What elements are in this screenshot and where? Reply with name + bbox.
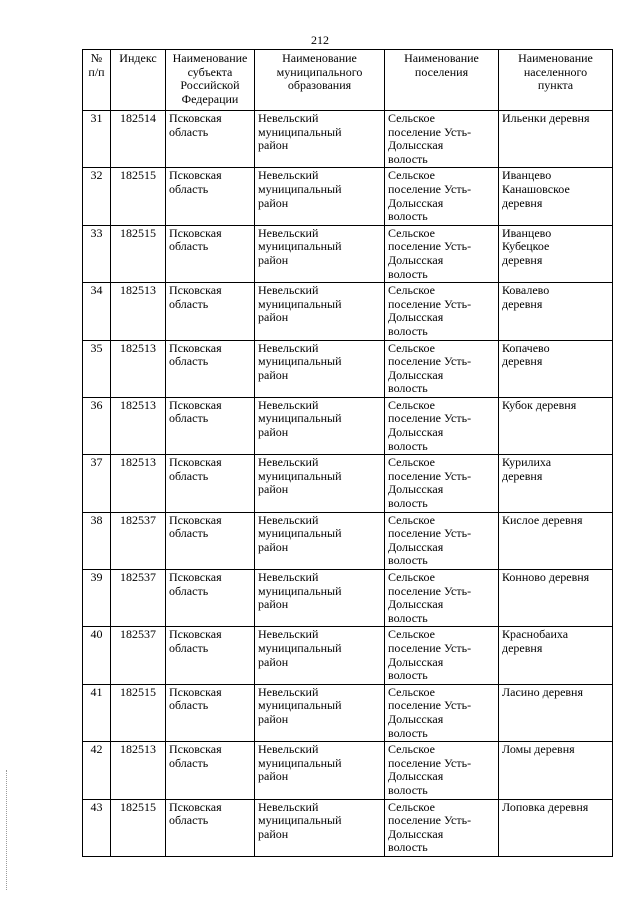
cell-postal-index: 182513 bbox=[111, 340, 166, 397]
cell-number: 37 bbox=[83, 455, 111, 512]
cell-region: Псковская область bbox=[166, 225, 255, 282]
cell-number: 42 bbox=[83, 742, 111, 799]
cell-municipal-unit: Невельский муниципальный район bbox=[255, 570, 385, 627]
cell-number: 41 bbox=[83, 684, 111, 741]
table-row bbox=[83, 340, 613, 397]
cell-locality: Конново деревня bbox=[499, 570, 613, 627]
table-row bbox=[83, 283, 613, 340]
cell-municipal-unit: Невельский муниципальный район bbox=[255, 225, 385, 282]
cell-number: 40 bbox=[83, 627, 111, 684]
cell-number: 35 bbox=[83, 340, 111, 397]
cell-settlement: Сельское поселение Усть- Долысская волость bbox=[385, 397, 499, 454]
cell-region: Псковская область bbox=[166, 799, 255, 856]
cell-municipal-unit: Невельский муниципальный район bbox=[255, 111, 385, 168]
cell-settlement: Сельское поселение Усть- Долысская волость bbox=[385, 168, 499, 225]
cell-number: 39 bbox=[83, 570, 111, 627]
cell-settlement: Сельское поселение Усть- Долысская волость bbox=[385, 340, 499, 397]
column-header-settlement bbox=[385, 50, 499, 111]
column-header-region bbox=[166, 50, 255, 111]
cell-settlement: Сельское поселение Усть- Долысская волость bbox=[385, 512, 499, 569]
table-row bbox=[83, 627, 613, 684]
cell-postal-index: 182513 bbox=[111, 397, 166, 454]
cell-number: 36 bbox=[83, 397, 111, 454]
cell-region: Псковская область bbox=[166, 340, 255, 397]
cell-settlement: Сельское поселение Усть- Долысская волость bbox=[385, 684, 499, 741]
cell-postal-index: 182515 bbox=[111, 684, 166, 741]
cell-settlement: Сельское поселение Усть- Долысская волость bbox=[385, 455, 499, 512]
cell-postal-index: 182513 bbox=[111, 283, 166, 340]
cell-region: Псковская область bbox=[166, 111, 255, 168]
cell-region: Псковская область bbox=[166, 455, 255, 512]
cell-region: Псковская область bbox=[166, 283, 255, 340]
header-row bbox=[83, 50, 613, 111]
cell-region: Псковская область bbox=[166, 627, 255, 684]
table-row bbox=[83, 570, 613, 627]
cell-locality: Лоповка деревня bbox=[499, 799, 613, 856]
cell-settlement: Сельское поселение Усть- Долысская волость bbox=[385, 283, 499, 340]
table-row bbox=[83, 168, 613, 225]
cell-region: Псковская область bbox=[166, 570, 255, 627]
cell-number: 43 bbox=[83, 799, 111, 856]
cell-number: 32 bbox=[83, 168, 111, 225]
cell-locality: Ласино деревня bbox=[499, 684, 613, 741]
cell-postal-index: 182515 bbox=[111, 799, 166, 856]
cell-municipal-unit: Невельский муниципальный район bbox=[255, 397, 385, 454]
cell-region: Псковская область bbox=[166, 742, 255, 799]
column-header-label: № п/п bbox=[88, 51, 105, 79]
cell-number: 33 bbox=[83, 225, 111, 282]
cell-settlement: Сельское поселение Усть- Долысская волость bbox=[385, 799, 499, 856]
column-header-number bbox=[83, 50, 111, 111]
cell-postal-index: 182515 bbox=[111, 168, 166, 225]
page-number: 212 bbox=[311, 33, 329, 47]
table-body bbox=[83, 111, 613, 857]
column-header-municipal bbox=[255, 50, 385, 111]
cell-postal-index: 182514 bbox=[111, 111, 166, 168]
cell-municipal-unit: Невельский муниципальный район bbox=[255, 455, 385, 512]
cell-postal-index: 182537 bbox=[111, 627, 166, 684]
cell-postal-index: 182537 bbox=[111, 570, 166, 627]
cell-region: Псковская область bbox=[166, 397, 255, 454]
cell-municipal-unit: Невельский муниципальный район bbox=[255, 283, 385, 340]
column-header-label: Наименование муниципального образования bbox=[276, 51, 363, 93]
column-header-label: Наименование субъекта Российской Федерации bbox=[172, 51, 248, 106]
cell-settlement: Сельское поселение Усть- Долысская волость bbox=[385, 225, 499, 282]
cell-municipal-unit: Невельский муниципальный район bbox=[255, 512, 385, 569]
cell-locality: Ильенки деревня bbox=[499, 111, 613, 168]
table-row bbox=[83, 111, 613, 168]
cell-municipal-unit: Невельский муниципальный район bbox=[255, 627, 385, 684]
cell-settlement: Сельское поселение Усть- Долысская волость bbox=[385, 627, 499, 684]
cell-locality: Ломы деревня bbox=[499, 742, 613, 799]
cell-locality: Кубок деревня bbox=[499, 397, 613, 454]
cell-settlement: Сельское поселение Усть- Долысская волость bbox=[385, 111, 499, 168]
cell-municipal-unit: Невельский муниципальный район bbox=[255, 684, 385, 741]
cell-settlement: Сельское поселение Усть- Долысская волость bbox=[385, 742, 499, 799]
cell-locality: Иванцево Кубецкое деревня bbox=[499, 225, 613, 282]
cell-locality: Кислое деревня bbox=[499, 512, 613, 569]
cell-number: 38 bbox=[83, 512, 111, 569]
table-row bbox=[83, 512, 613, 569]
table-header bbox=[83, 50, 613, 111]
cell-municipal-unit: Невельский муниципальный район bbox=[255, 742, 385, 799]
table-row bbox=[83, 742, 613, 799]
table-row bbox=[83, 397, 613, 454]
cell-locality: Ковалево деревня bbox=[499, 283, 613, 340]
cell-region: Псковская область bbox=[166, 168, 255, 225]
cell-region: Псковская область bbox=[166, 512, 255, 569]
cell-postal-index: 182513 bbox=[111, 742, 166, 799]
cell-locality: Иванцево Канашовское деревня bbox=[499, 168, 613, 225]
cell-number: 31 bbox=[83, 111, 111, 168]
cell-locality: Курилиха деревня bbox=[499, 455, 613, 512]
cell-municipal-unit: Невельский муниципальный район bbox=[255, 799, 385, 856]
cell-postal-index: 182515 bbox=[111, 225, 166, 282]
cell-settlement: Сельское поселение Усть- Долысская волость bbox=[385, 570, 499, 627]
cell-postal-index: 182513 bbox=[111, 455, 166, 512]
table-row bbox=[83, 225, 613, 282]
settlements-table bbox=[82, 49, 613, 857]
cell-municipal-unit: Невельский муниципальный район bbox=[255, 168, 385, 225]
column-header-index bbox=[111, 50, 166, 111]
table-row bbox=[83, 684, 613, 741]
cell-postal-index: 182537 bbox=[111, 512, 166, 569]
column-header-locality bbox=[499, 50, 613, 111]
scan-edge-marks bbox=[6, 770, 10, 890]
column-header-label: Индекс bbox=[119, 51, 157, 65]
cell-number: 34 bbox=[83, 283, 111, 340]
cell-municipal-unit: Невельский муниципальный район bbox=[255, 340, 385, 397]
column-header-label: Наименование поселения bbox=[404, 51, 479, 79]
cell-locality: Краснобаиха деревня bbox=[499, 627, 613, 684]
cell-locality: Копачево деревня bbox=[499, 340, 613, 397]
table-row bbox=[83, 455, 613, 512]
cell-region: Псковская область bbox=[166, 684, 255, 741]
table-row bbox=[83, 799, 613, 856]
column-header-label: Наименование населенного пункта bbox=[518, 51, 593, 93]
